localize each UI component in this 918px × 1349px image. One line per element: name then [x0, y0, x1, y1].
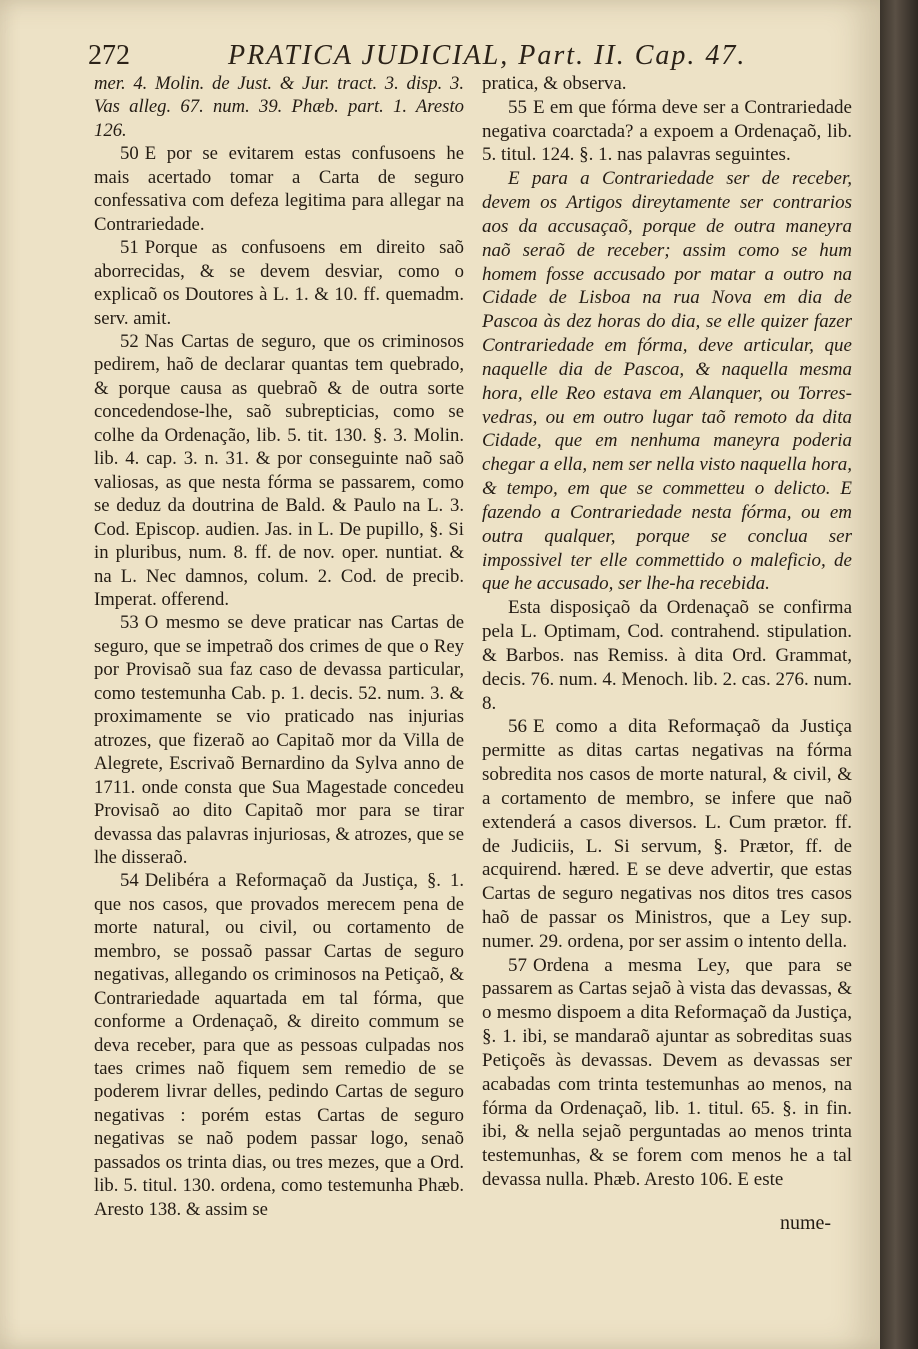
paragraph-number: 52 [120, 330, 139, 352]
paragraph-54: 54 Delibéra a Reformaçaõ da Justiça, §. 1. que nos casos, que provados merecem pena de morte natural, ou civil, ou cortamento de membro, se possaõ passar Cartas de seguro negativas, allegando os criminosos na Petiçaõ, & Contrariedade aquartada em tal fórma, que conforme a Ordenaçaõ, & direito commum se deva receber, para que as pessoas culpadas nos taes crimes naõ fiquem sem remedio de se poderem livrar delles, pedindo Cartas de seguro negativas : porém estas Cartas de seguro negativas se naõ podem passar logo, senaõ passados os trinta dias, ou tres mezes, que a Ord. lib. 5. titul. 130. ordena, como testemunha Phæb. Aresto 138. & assim se [94, 870, 464, 1220]
catchword: nume- [780, 1212, 832, 1234]
right-column [482, 72, 852, 1192]
paragraph-51: 51 Porque as confusoens em direito saõ aborrecidas, & se devem desviar, como o explicaõ os Doutores à L. 1. & 10. ff. quemadm. serv. amit. [94, 237, 464, 329]
paragraph-50: 50 E por se evitarem estas confusoens he mais acertado tomar a Carta de seguro confessativa com defeza legitima para allegar na Contrariedade. [94, 143, 464, 235]
paragraph-number: 57 [508, 954, 527, 976]
paragraph-57: 57 Ordena a mesma Ley, que para se passarem as Cartas sejaõ à vista das devassas, & o mesmo dispoem a dita Reformaçaõ da Justiça, §. 1. ibi, se mandaraõ ajuntar as sobreditas suas Petiçoẽs às devassas. Devem as devassas ser acabadas com trinta testemunhas ao menos, na fórma da Ordenaçaõ, lib. 1. titul. 65. §. in fin. ibi, & nella sejaõ perguntadas ao menos trinta testemunhas, & se forem com menos he a tal devassa nulla. Phæb. Aresto 106. E este [482, 954, 852, 1191]
paragraph-number: 51 [120, 237, 139, 259]
paragraph-number: 54 [120, 870, 139, 892]
book-edge [880, 0, 918, 1349]
running-title: PRATICA JUDICIAL, Part. II. Cap. 47. [228, 40, 747, 71]
paragraph-52: 52 Nas Cartas de seguro, que os criminosos pedirem, haõ de declarar quantas tem quebrado, & porque causa as quebraõ & de outra sorte concedendose-lhe, saõ subrepticias, como se colhe da Ordenação, lib. 5. tit. 130. §. 3. Molin. lib. 4. cap. 3. n. 31. & por conseguinte naõ saõ valiosas, as que nesta fórma se passarem, como se deduz da doutrina de Bald. & Paulo na L. 3. Cod. Episcop. audien. Jas. in L. De pupillo, §. Si in pluribus, num. 8. ff. de nov. oper. nuntiat. & na L. Nec damnos, colum. 2. Cod. de precib. Imperat. offerend. [94, 330, 464, 610]
paragraph-53: 53 O mesmo se deve praticar nas Cartas de seguro, que se impetraõ dos crimes de que o Rey por Provisaõ sua faz caso de devassa particular, como testemunha Cab. p. 1. decis. 52. num. 3. & proximamente se vio praticado nas injurias atrozes, que fizeraõ ao Capitaõ mor da Villa de Alegrete, Escrivaõ Bernardino da Sylva anno de 1711. onde consta que Sua Magestade concedeu Provisaõ ao dito Capitaõ mor para se tirar devassa das palavras injuriosas, & atrozes, que se lhe disseraõ. [94, 612, 464, 868]
paragraph-number: 50 [120, 143, 139, 165]
paragraph-continuation: pratica, & observa. [482, 73, 627, 94]
paragraph-55: 55 E em que fórma deve ser a Contrariedade negativa coarctada? a expoem a Ordenaçaõ, lib. 5. titul. 124. §. 1. nas palavras seguintes. [482, 96, 852, 166]
paragraph-number: 56 [508, 716, 527, 738]
paragraph-continuation: mer. 4. Molin. de Just. & Jur. tract. 3. disp. 3. Vas alleg. 67. num. 39. Phæb. part. 1. Aresto 126. [94, 73, 464, 141]
left-column [94, 72, 464, 1221]
paragraph-citations: Esta disposiçaõ da Ordenaçaõ se confirma pela L. Optimam, Cod. contrahend. stipulation. & Barbos. nas Remiss. à dita Ord. Grammat, decis. 76. num. 4. Menoch. lib. 2. cas. 276. num. 8. [482, 597, 852, 714]
page-number: 272 [88, 40, 130, 71]
paragraph-56: 56 E como a dita Reformaçaõ da Justiça permitte as ditas cartas negativas na fórma sobredita nos casos de morte natural, & civil, & a cortamento de membro, se infere que naõ extenderá a casos diversos. L. Cum prætor. ff. de Judiciis, L. Si servum, §. Prætor, ff. de acquirend. hæred. E se deve advertir, que estas Cartas de seguro negativas nos ditos tres casos haõ de passar os Ministros, que a Ley sup. numer. 29. ordena, por ser assim o intento della. [482, 716, 852, 952]
ordinance-quotation: E para a Contrariedade ser de receber, devem os Artigos direytamente ser contrarios aos da accusaçaõ, porque de outra maneyra naõ seraõ de receber; assim como se hum homem fosse accusado por matar a outro na Cidade de Lisboa na rua Nova em dia de Pascoa às dez horas do dia, se elle quizer fazer Contrariedade em fórma, deve articular, que naquelle dia de Pascoa, & naquella mesma hora, elle Reo estava em Alanquer, ou Torres-vedras, ou em outro lugar taõ remoto da dita Cidade, que em nenhuma maneyra poderia chegar a ella, nem ser nella visto naquella hora, & tempo, em que se commetteu o delicto. E fazendo a Contrariedade nesta fórma, ou em outra qualquer, porque se conclua ser impossivel ter elle commettido o maleficio, de que he accusado, ser lhe-ha recebida. [482, 168, 852, 595]
paragraph-number: 53 [120, 612, 139, 634]
paragraph-number: 55 [508, 96, 527, 118]
